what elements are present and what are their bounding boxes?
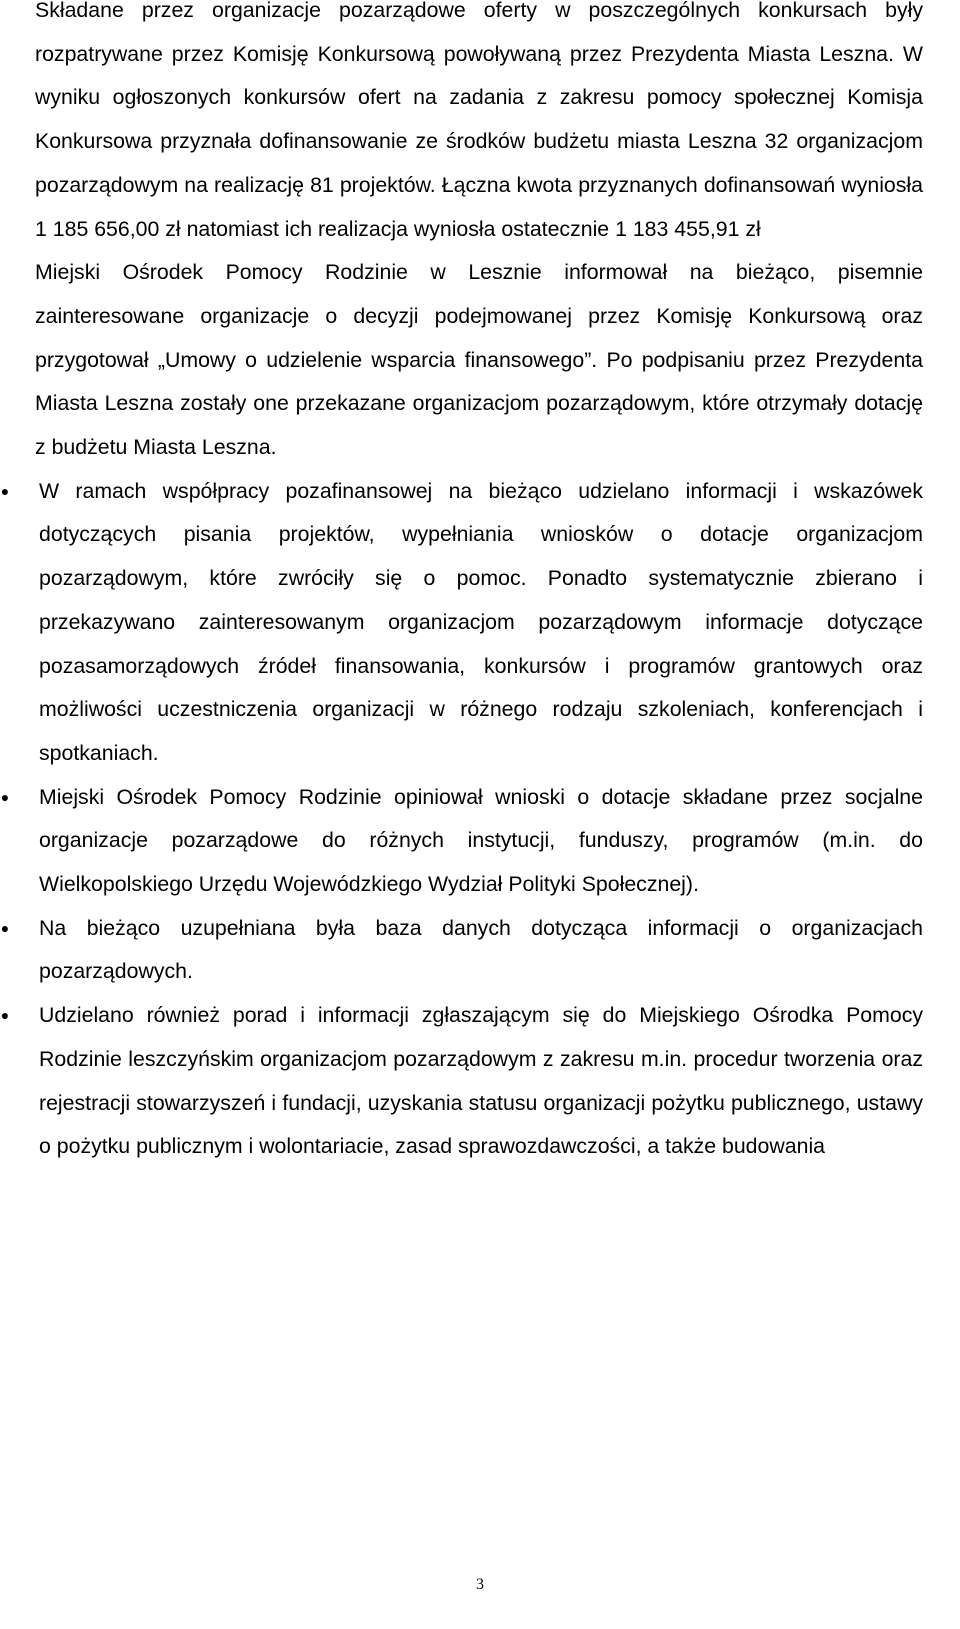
list-item xyxy=(0,907,923,994)
list-item-text: Na bieżąco uzupełniana była baza danych dotycząca informacji o organizacjach pozarządowych. xyxy=(39,915,923,984)
bullet-icon: ● xyxy=(0,788,10,805)
list-item xyxy=(0,470,923,776)
paragraph-umowy: Miejski Ośrodek Pomocy Rodzinie w Lesznie informował na bieżąco, pisemnie zainteresowane organizacje o decyzji podejmowanej przez Komisję Konkursową oraz przygotował „Umowy o udzielenie wsparcia finansowego”. Po podpisaniu przez Prezydenta Miasta Leszna zostały one przekazane organizacjom pozarządowym, które otrzymały dotację z budżetu Miasta Leszna. xyxy=(35,260,923,460)
bullet-icon: ● xyxy=(0,1007,10,1024)
bullet-icon: ● xyxy=(0,482,10,499)
list-item-text: Udzielano również porad i informacji zgłaszającym się do Miejskiego Ośrodka Pomocy Rodzinie leszczyńskim organizacjom pozarządowym z zakresu m.in. procedur tworzenia oraz rejestracji stowarzyszeń i fundacji, uzyskania statusu organizacji pożytku publicznego, ustawy o pożytku publicznym i wolontariacie, zasad sprawozdawczości, a także budowania xyxy=(39,1003,923,1159)
bullet-icon: ● xyxy=(0,919,10,936)
list-item xyxy=(0,776,923,907)
bullet-list xyxy=(0,470,923,1169)
list-item-text: W ramach współpracy pozafinansowej na bieżąco udzielano informacji i wskazówek dotyczących pisania projektów, wypełniania wniosków o dotacje organizacjom pozarządowym, które zwróciły się o pomoc. Ponadto systematycznie zbierano i przekazywano zainteresowanym organizacjom pozarządowym informacje dotyczące pozasamorządowych źródeł finansowania, konkursów i programów grantowych oraz możliwości uczestniczenia organizacji w różnego rodzaju szkoleniach, konferencjach i spotkaniach. xyxy=(39,478,923,765)
list-item xyxy=(0,994,923,1169)
paragraph-konkursy: Składane przez organizacje pozarządowe oferty w poszczególnych konkursach były rozpatrywane przez Komisję Konkursową powoływaną przez Prezydenta Miasta Leszna. W wyniku ogłoszonych konkursów ofert na zadania z zakresu pomocy społecznej Komisja Konkursowa przyznała dofinansowanie ze środków budżetu miasta Leszna 32 organizacjom pozarządowym na realizację 81 projektów. Łączna kwota przyznanych dofinansowań wyniosła 1 185 656,00 zł natomiast ich realizacja wyniosła ostatecznie 1 183 455,91 zł xyxy=(35,0,923,241)
list-item-text: Miejski Ośrodek Pomocy Rodzinie opiniował wnioski o dotacje składane przez socjalne organizacje pozarządowe do różnych instytucji, funduszy, programów (m.in. do Wielkopolskiego Urzędu Wojewódzkiego Wydział Polityki Społecznej). xyxy=(39,784,923,897)
page-number: 3 xyxy=(476,1576,484,1593)
